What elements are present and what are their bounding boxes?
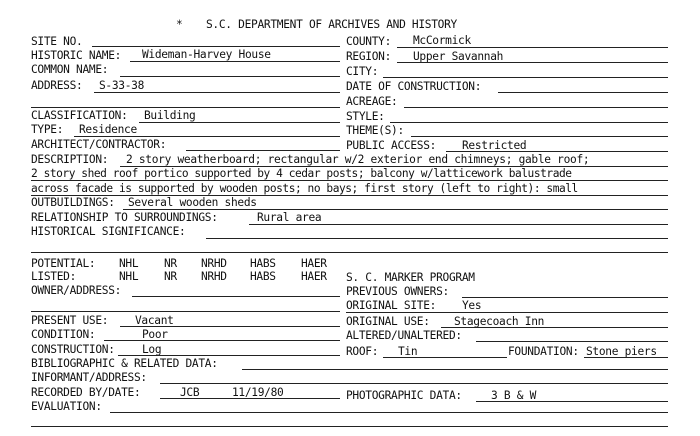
county-line [397,47,668,48]
foundation-value: Stone piers [586,345,657,358]
description-line-3: across facade is supported by wooden posts; no bays; first story (left to right): small [31,182,578,195]
county-label: COUNTY: [346,35,392,48]
historic-name-line [130,61,340,62]
construction-label: CONSTRUCTION: [31,343,115,356]
classification-line [139,122,340,123]
evaluation-line [110,412,668,413]
type-line [74,136,340,137]
address-line [94,92,340,93]
original-use-label: ORIGINAL USE: [346,315,430,328]
site-no-label: SITE NO. [31,35,83,48]
county-value: McCormick [413,34,471,47]
bibliographic-line [242,369,668,370]
photographic-data-line [476,401,668,402]
architect-line [186,150,340,151]
region-label: REGION: [346,50,392,63]
common-name-line [120,76,340,77]
foundation-line [584,357,668,358]
recorded-date-value: 11/19/80 [232,386,284,399]
type-label: TYPE: [31,123,64,136]
marker-program-title: S. C. MARKER PROGRAM [346,271,475,284]
previous-owners-line [462,297,668,298]
historic-name-label: HISTORIC NAME: [31,49,122,62]
outbuildings-label: OUTBUILDINGS: [31,196,115,209]
site-no-line [92,46,340,47]
type-value: Residence [79,123,137,136]
relationship-label: RELATIONSHIP TO SURROUNDINGS: [31,211,218,224]
relationship-value: Rural area [257,211,322,224]
address-value: S-33-38 [99,79,145,92]
potential-nrhd[interactable]: NRHD [201,257,227,270]
informant-label: INFORMANT/ADDRESS: [31,371,147,384]
significance-line-2 [31,252,668,253]
evaluation-label: EVALUATION: [31,400,102,413]
listed-label: LISTED: [31,270,77,283]
significance-label: HISTORICAL SIGNIFICANCE: [31,225,186,238]
date-of-construction-label: DATE OF CONSTRUCTION: [346,80,482,93]
original-site-label: ORIGINAL SITE: [346,299,437,312]
historic-name-value: Wideman-Harvey House [142,48,271,61]
photographic-data-value: 3 B & W [491,389,537,402]
public-access-label: PUBLIC ACCESS: [346,139,437,152]
city-line [383,77,668,78]
construction-line [118,355,340,356]
header-mark: * [176,18,183,31]
roof-label: ROOF: [346,345,379,358]
evaluation-line-2 [31,426,668,427]
listed-haer[interactable]: HAER [301,270,327,283]
classification-label: CLASSIFICATION: [31,109,128,122]
section-divider [31,107,340,108]
construction-value: Log [142,343,162,356]
address-label: ADDRESS: [31,79,83,92]
condition-label: CONDITION: [31,328,96,341]
potential-nr[interactable]: NR [164,257,177,270]
description-line-1: 2 story weatherboard; rectangular w/2 exterior end chimneys; gable roof; [126,153,590,166]
present-use-label: PRESENT USE: [31,314,109,327]
theme-label: THEME(S): [346,124,404,137]
acreage-label: ACREAGE: [346,95,398,108]
description-rule-3 [31,195,668,196]
theme-line [411,136,668,137]
owner-line [132,296,340,297]
roof-value: Tin [398,345,418,358]
altered-line [476,341,668,342]
condition-line [104,340,340,341]
listed-nr[interactable]: NR [164,270,177,283]
style-line [390,122,668,123]
roof-line [383,357,507,358]
owner-label: OWNER/ADDRESS: [31,284,122,297]
altered-label: ALTERED/UNALTERED: [346,329,462,342]
original-site-value: Yes [462,299,482,312]
original-use-line [441,327,668,328]
public-access-value: Restricted [462,139,527,152]
listed-nhl[interactable]: NHL [119,270,139,283]
city-label: CITY: [346,65,379,78]
potential-habs[interactable]: HABS [250,257,276,270]
previous-owners-line-2 [346,312,668,313]
architect-label: ARCHITECT/CONTRACTOR: [31,138,167,151]
page-title: S.C. DEPARTMENT OF ARCHIVES AND HISTORY [206,18,457,31]
relationship-line [249,224,668,225]
potential-label: POTENTIAL: [31,257,96,270]
style-label: STYLE: [346,110,385,123]
description-rule-2 [31,180,668,181]
date-of-construction-line [498,92,668,93]
significance-line [206,238,668,239]
photographic-data-label: PHOTOGRAPHIC DATA: [346,389,462,402]
region-value: Upper Savannah [413,50,504,63]
recorded-by-value: JCB [180,386,200,399]
potential-haer[interactable]: HAER [301,257,327,270]
present-use-value: Vacant [135,314,174,327]
previous-owners-label: PREVIOUS OWNERS: [346,285,449,298]
condition-value: Poor [142,328,168,341]
informant-line [160,383,668,384]
public-access-line [446,151,668,152]
common-name-label: COMMON NAME: [31,63,109,76]
recorded-label: RECORDED BY/DATE: [31,386,141,399]
listed-habs[interactable]: HABS [250,270,276,283]
region-line [397,62,668,63]
recorded-line [160,398,340,399]
potential-nhl[interactable]: NHL [119,257,139,270]
description-label: DESCRIPTION: [31,153,109,166]
original-use-value: Stagecoach Inn [454,315,545,328]
owner-line-2 [31,311,340,312]
outbuildings-value: Several wooden sheds [128,196,257,209]
acreage-line [404,107,668,108]
foundation-label: FOUNDATION: [508,345,579,358]
present-use-line [120,326,340,327]
outbuildings-line [123,209,668,210]
description-line-2: 2 story shed roof portico supported by 4 cedar posts; balcony w/latticework balustrade [31,167,572,180]
classification-value: Building [144,109,196,122]
bibliographic-label: BIBLIOGRAPHIC & RELATED DATA: [31,357,218,370]
listed-nrhd[interactable]: NRHD [201,270,227,283]
